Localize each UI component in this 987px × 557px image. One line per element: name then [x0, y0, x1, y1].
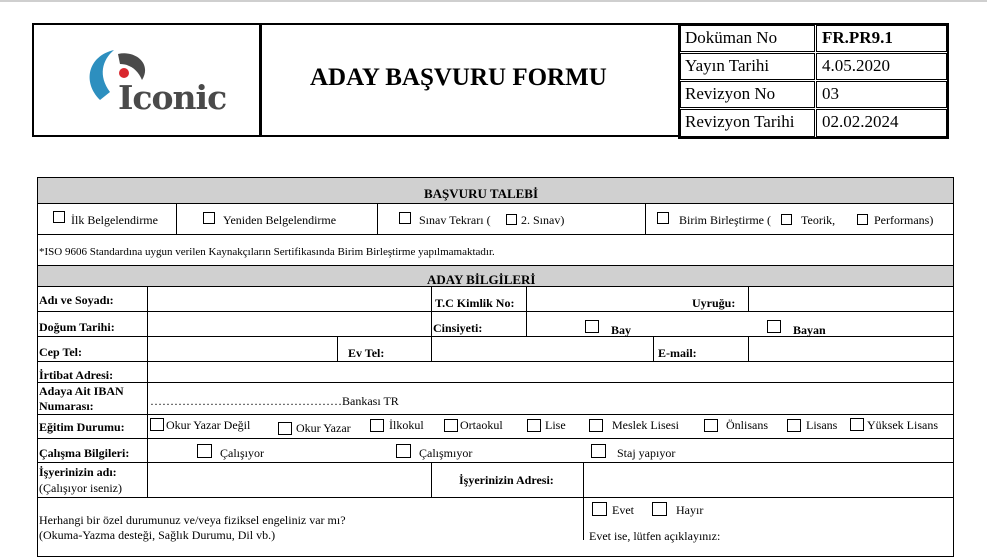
- calisma-label: Çalışma Bilgileri:: [39, 446, 130, 460]
- iso-note: *ISO 9606 Standardına uygun verilen Kaynakçıların Sertifikasında Birim Birleştirme yapılmamaktadır.: [39, 246, 495, 258]
- calismiyor-checkbox[interactable]: [396, 444, 411, 458]
- sinav-tekrari-checkbox[interactable]: [399, 212, 411, 224]
- staj-label: Staj yapıyor: [617, 446, 676, 460]
- iban-label-line1: Adaya Ait IBAN: [39, 384, 124, 398]
- ad-soyad-label: Adı ve Soyadı:: [39, 293, 114, 307]
- egitim-ilkokul-label: İlkokul: [389, 418, 424, 432]
- divider: [377, 204, 378, 234]
- egitim-label: Eğitim Durumu:: [39, 420, 125, 434]
- publish-date-value: 4.05.2020: [822, 56, 890, 75]
- uyruk-label: Uyruğu:: [692, 296, 736, 310]
- ikinci-sinav-label: 2. Sınav): [521, 213, 565, 227]
- yeniden-belgelendirme-label: Yeniden Belgelendirme: [223, 213, 337, 227]
- hayir-label: Hayır: [676, 503, 704, 517]
- revision-date-value: 02.02.2024: [822, 112, 899, 131]
- divider: [38, 438, 953, 439]
- egitim-yuksek-lisans-checkbox[interactable]: [850, 418, 864, 431]
- egitim-meslek-lisesi-label: Meslek Lisesi: [612, 418, 679, 432]
- tc-label: T.C Kimlik No:: [435, 296, 515, 310]
- irtibat-label: İrtibat Adresi:: [39, 368, 114, 382]
- bay-label: Bay: [611, 323, 632, 337]
- divider: [176, 204, 177, 234]
- egitim-ortaokul-checkbox[interactable]: [444, 419, 458, 432]
- egitim-yuksek-lisans-label: Yüksek Lisans: [867, 418, 938, 432]
- teorik-label: Teorik,: [801, 213, 836, 227]
- calismiyor-label: Çalışmıyor: [419, 446, 473, 460]
- calisiyor-label: Çalışıyor: [220, 446, 264, 460]
- dogum-field[interactable]: [148, 312, 431, 336]
- isyeri-adres-label: İşyerinizin Adresi:: [459, 473, 554, 487]
- email-label: E-mail:: [658, 346, 697, 360]
- egitim-meslek-lisesi-checkbox[interactable]: [589, 419, 603, 432]
- hayir-checkbox[interactable]: [652, 502, 667, 516]
- logo-text: Iconic: [118, 78, 227, 117]
- window-top-border: [0, 0, 987, 2]
- form-title: ADAY BAŞVURU FORMU: [310, 64, 607, 91]
- doc-no-value: FR.PR9.1: [822, 28, 893, 47]
- isyeri-adi-field[interactable]: [148, 463, 431, 497]
- egitim-onlisans-label: Önlisans: [726, 418, 768, 432]
- divider: [337, 336, 338, 361]
- basvuru-section-title: BAŞVURU TALEBİ: [424, 186, 539, 201]
- egitim-okur-yazar-checkbox[interactable]: [278, 422, 292, 435]
- evet-checkbox[interactable]: [592, 502, 607, 516]
- doc-no-label: Doküman No: [685, 28, 778, 47]
- bayan-checkbox[interactable]: [767, 320, 781, 333]
- uyruk-field[interactable]: [749, 288, 953, 311]
- iban-label-line2: Numarası:: [39, 399, 94, 413]
- bay-checkbox[interactable]: [585, 320, 599, 333]
- ozel-durum-question: Herhangi bir özel durumunuz ve/veya fiziksel engeliniz var mı?: [39, 513, 346, 527]
- ozel-durum-note: (Okuma-Yazma desteği, Sağlık Durumu, Dil vb.): [39, 528, 276, 542]
- iban-field[interactable]: …………………………………………Bankası TR: [150, 394, 399, 408]
- egitim-ilkokul-checkbox[interactable]: [370, 419, 384, 432]
- egitim-lisans-checkbox[interactable]: [787, 419, 801, 432]
- divider: [38, 234, 953, 235]
- egitim-onlisans-checkbox[interactable]: [704, 419, 718, 432]
- dogum-label: Doğum Tarihi:: [39, 320, 115, 334]
- staj-checkbox[interactable]: [591, 444, 606, 458]
- ev-label: Ev Tel:: [348, 346, 385, 360]
- yeniden-belgelendirme-checkbox[interactable]: [203, 212, 215, 224]
- cinsiyet-label: Cinsiyeti:: [433, 321, 483, 335]
- egitim-lise-label: Lise: [545, 418, 566, 432]
- egitim-okur-yazar-label: Okur Yazar: [296, 421, 351, 435]
- revision-date-label: Revizyon Tarihi: [685, 112, 795, 131]
- isyeri-adres-field[interactable]: [584, 463, 953, 497]
- ilk-belgelendirme-checkbox[interactable]: [53, 211, 65, 223]
- ikinci-sinav-checkbox[interactable]: [506, 214, 517, 225]
- ev-field[interactable]: [432, 337, 653, 361]
- teorik-checkbox[interactable]: [781, 214, 792, 225]
- ad-soyad-field[interactable]: [148, 288, 431, 311]
- performans-label: Performans): [874, 213, 934, 227]
- isyeri-adi-note: (Çalışıyor iseniz): [39, 481, 122, 495]
- irtibat-field[interactable]: [148, 362, 953, 382]
- egitim-lise-checkbox[interactable]: [527, 419, 541, 432]
- revision-no-label: Revizyon No: [685, 84, 776, 103]
- divider: [431, 462, 432, 497]
- performans-checkbox[interactable]: [857, 214, 868, 225]
- birim-birlestirme-label: Birim Birleştirme (: [679, 213, 771, 227]
- email-field[interactable]: [749, 337, 953, 361]
- divider: [38, 497, 953, 498]
- cep-field[interactable]: [148, 337, 337, 361]
- egitim-lisans-label: Lisans: [806, 418, 838, 432]
- divider: [653, 336, 654, 361]
- isyeri-adi-label: İşyerinizin adı:: [39, 465, 117, 479]
- aday-section-title: ADAY BİLGİLERİ: [427, 272, 536, 287]
- ilk-belgelendirme-label: İlk Belgelendirme: [71, 213, 158, 227]
- divider: [431, 287, 432, 336]
- calisiyor-checkbox[interactable]: [197, 444, 212, 458]
- cep-label: Cep Tel:: [39, 345, 83, 359]
- publish-date-label: Yayın Tarihi: [685, 56, 770, 75]
- aciklama-label: Evet ise, lütfen açıklayınız:: [589, 529, 721, 543]
- egitim-ortaokul-label: Ortaokul: [460, 418, 503, 432]
- egitim-okur-yazar-degil-checkbox[interactable]: [150, 418, 164, 431]
- divider: [38, 382, 953, 383]
- birim-birlestirme-checkbox[interactable]: [657, 212, 669, 224]
- bayan-label: Bayan: [793, 323, 826, 337]
- evet-label: Evet: [612, 503, 634, 517]
- sinav-tekrari-label: Sınav Tekrarı (: [419, 213, 491, 227]
- divider: [38, 414, 953, 415]
- divider: [645, 204, 646, 234]
- egitim-okur-yazar-degil-label: Okur Yazar Değil: [166, 418, 251, 432]
- revision-no-value: 03: [822, 84, 839, 103]
